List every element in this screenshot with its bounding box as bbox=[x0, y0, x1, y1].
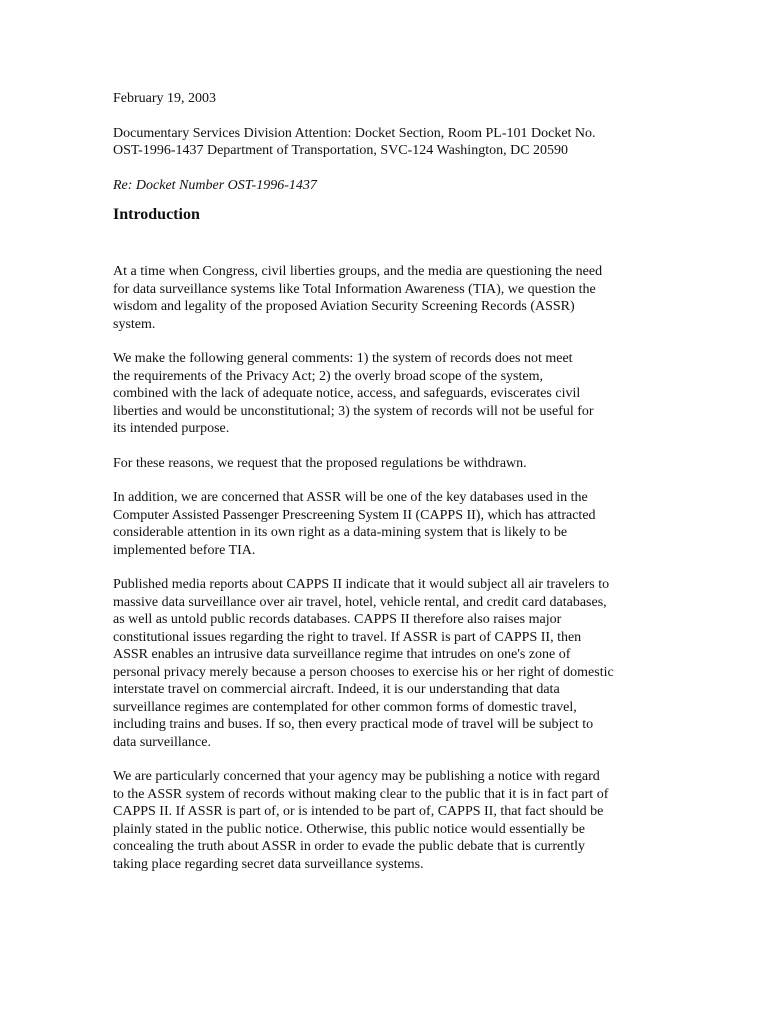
paragraph-line: its intended purpose. bbox=[113, 421, 230, 436]
paragraph bbox=[113, 455, 658, 473]
paragraph-line: wisdom and legality of the proposed Aviation Security Screening Records (ASSR) bbox=[113, 299, 575, 314]
paragraph-line: implemented before TIA. bbox=[113, 542, 256, 558]
paragraph bbox=[113, 263, 658, 333]
paragraph-line: We are particularly concerned that your agency may be publishing a notice with regard bbox=[113, 769, 600, 784]
letter-date: February 19, 2003 bbox=[113, 91, 217, 106]
document-page bbox=[113, 90, 658, 890]
paragraph-line: as well as untold public records databases. CAPPS II therefore also raises major bbox=[113, 612, 562, 627]
paragraph-line: For these reasons, we request that the proposed regulations be withdrawn. bbox=[113, 455, 527, 471]
paragraph-line: interstate travel on commercial aircraft. Indeed, it is our understanding that data bbox=[113, 682, 560, 697]
paragraph bbox=[113, 576, 658, 751]
paragraph-line: constitutional issues regarding the right to travel. If ASSR is part of CAPPS II, then bbox=[113, 629, 582, 645]
paragraph-line: including trains and buses. If so, then every practical mode of travel will be subject to bbox=[113, 717, 594, 732]
paragraph-line: concealing the truth about ASSR in order to evade the public debate that is currently bbox=[113, 839, 585, 854]
paragraph-line: surveillance regimes are contemplated for other common forms of domestic travel, bbox=[113, 699, 577, 715]
section-heading: Introduction bbox=[113, 206, 200, 223]
paragraph bbox=[113, 350, 658, 438]
paragraph-line: ASSR enables an intrusive data surveillance regime that intrudes on one's zone of bbox=[113, 647, 571, 662]
paragraph-line: combined with the lack of adequate notice, access, and safeguards, eviscerates civil bbox=[113, 386, 581, 401]
paragraph-line: We make the following general comments: 1) the system of records does not meet bbox=[113, 351, 573, 366]
address-line: Documentary Services Division Attention: Docket Section, Room PL-101 Docket No. bbox=[113, 125, 596, 141]
paragraph-line: taking place regarding secret data surveillance systems. bbox=[113, 856, 424, 872]
paragraph-line: the requirements of the Privacy Act; 2) the overly broad scope of the system, bbox=[113, 368, 543, 384]
paragraph-line: CAPPS II. If ASSR is part of, or is intended to be part of, CAPPS II, that fact should be bbox=[113, 804, 604, 819]
paragraph-line: personal privacy merely because a person chooses to exercise his or her right of domestic bbox=[113, 664, 614, 680]
paragraph-line: massive data surveillance over air travel, hotel, vehicle rental, and credit card databases, bbox=[113, 594, 607, 610]
paragraph-line: Published media reports about CAPPS II indicate that it would subject all air travelers to bbox=[113, 577, 610, 592]
re-line: Re: Docket Number OST-1996-1437 bbox=[113, 177, 317, 193]
paragraph-line: considerable attention in its own right as a data-mining system that is likely to be bbox=[113, 525, 568, 540]
paragraph-line: liberties and would be unconstitutional; 3) the system of records will not be useful for bbox=[113, 403, 594, 419]
recipient-address bbox=[113, 125, 658, 160]
paragraph bbox=[113, 768, 658, 873]
paragraph-line: to the ASSR system of records without making clear to the public that it is in fact part of bbox=[113, 786, 609, 802]
paragraph-line: At a time when Congress, civil liberties groups, and the media are questioning the need bbox=[113, 264, 603, 279]
paragraph-line: Computer Assisted Passenger Prescreening System II (CAPPS II), which has attracted bbox=[113, 507, 596, 523]
paragraph-line: plainly stated in the public notice. Otherwise, this public notice would essentially be bbox=[113, 821, 586, 837]
paragraph bbox=[113, 489, 658, 559]
paragraph-line: system. bbox=[113, 316, 156, 332]
paragraph-line: In addition, we are concerned that ASSR will be one of the key databases used in the bbox=[113, 490, 588, 505]
paragraph-line: for data surveillance systems like Total Information Awareness (TIA), we question the bbox=[113, 281, 596, 297]
address-line: OST-1996-1437 Department of Transportation, SVC-124 Washington, DC 20590 bbox=[113, 143, 569, 158]
paragraph-line: data surveillance. bbox=[113, 734, 211, 750]
